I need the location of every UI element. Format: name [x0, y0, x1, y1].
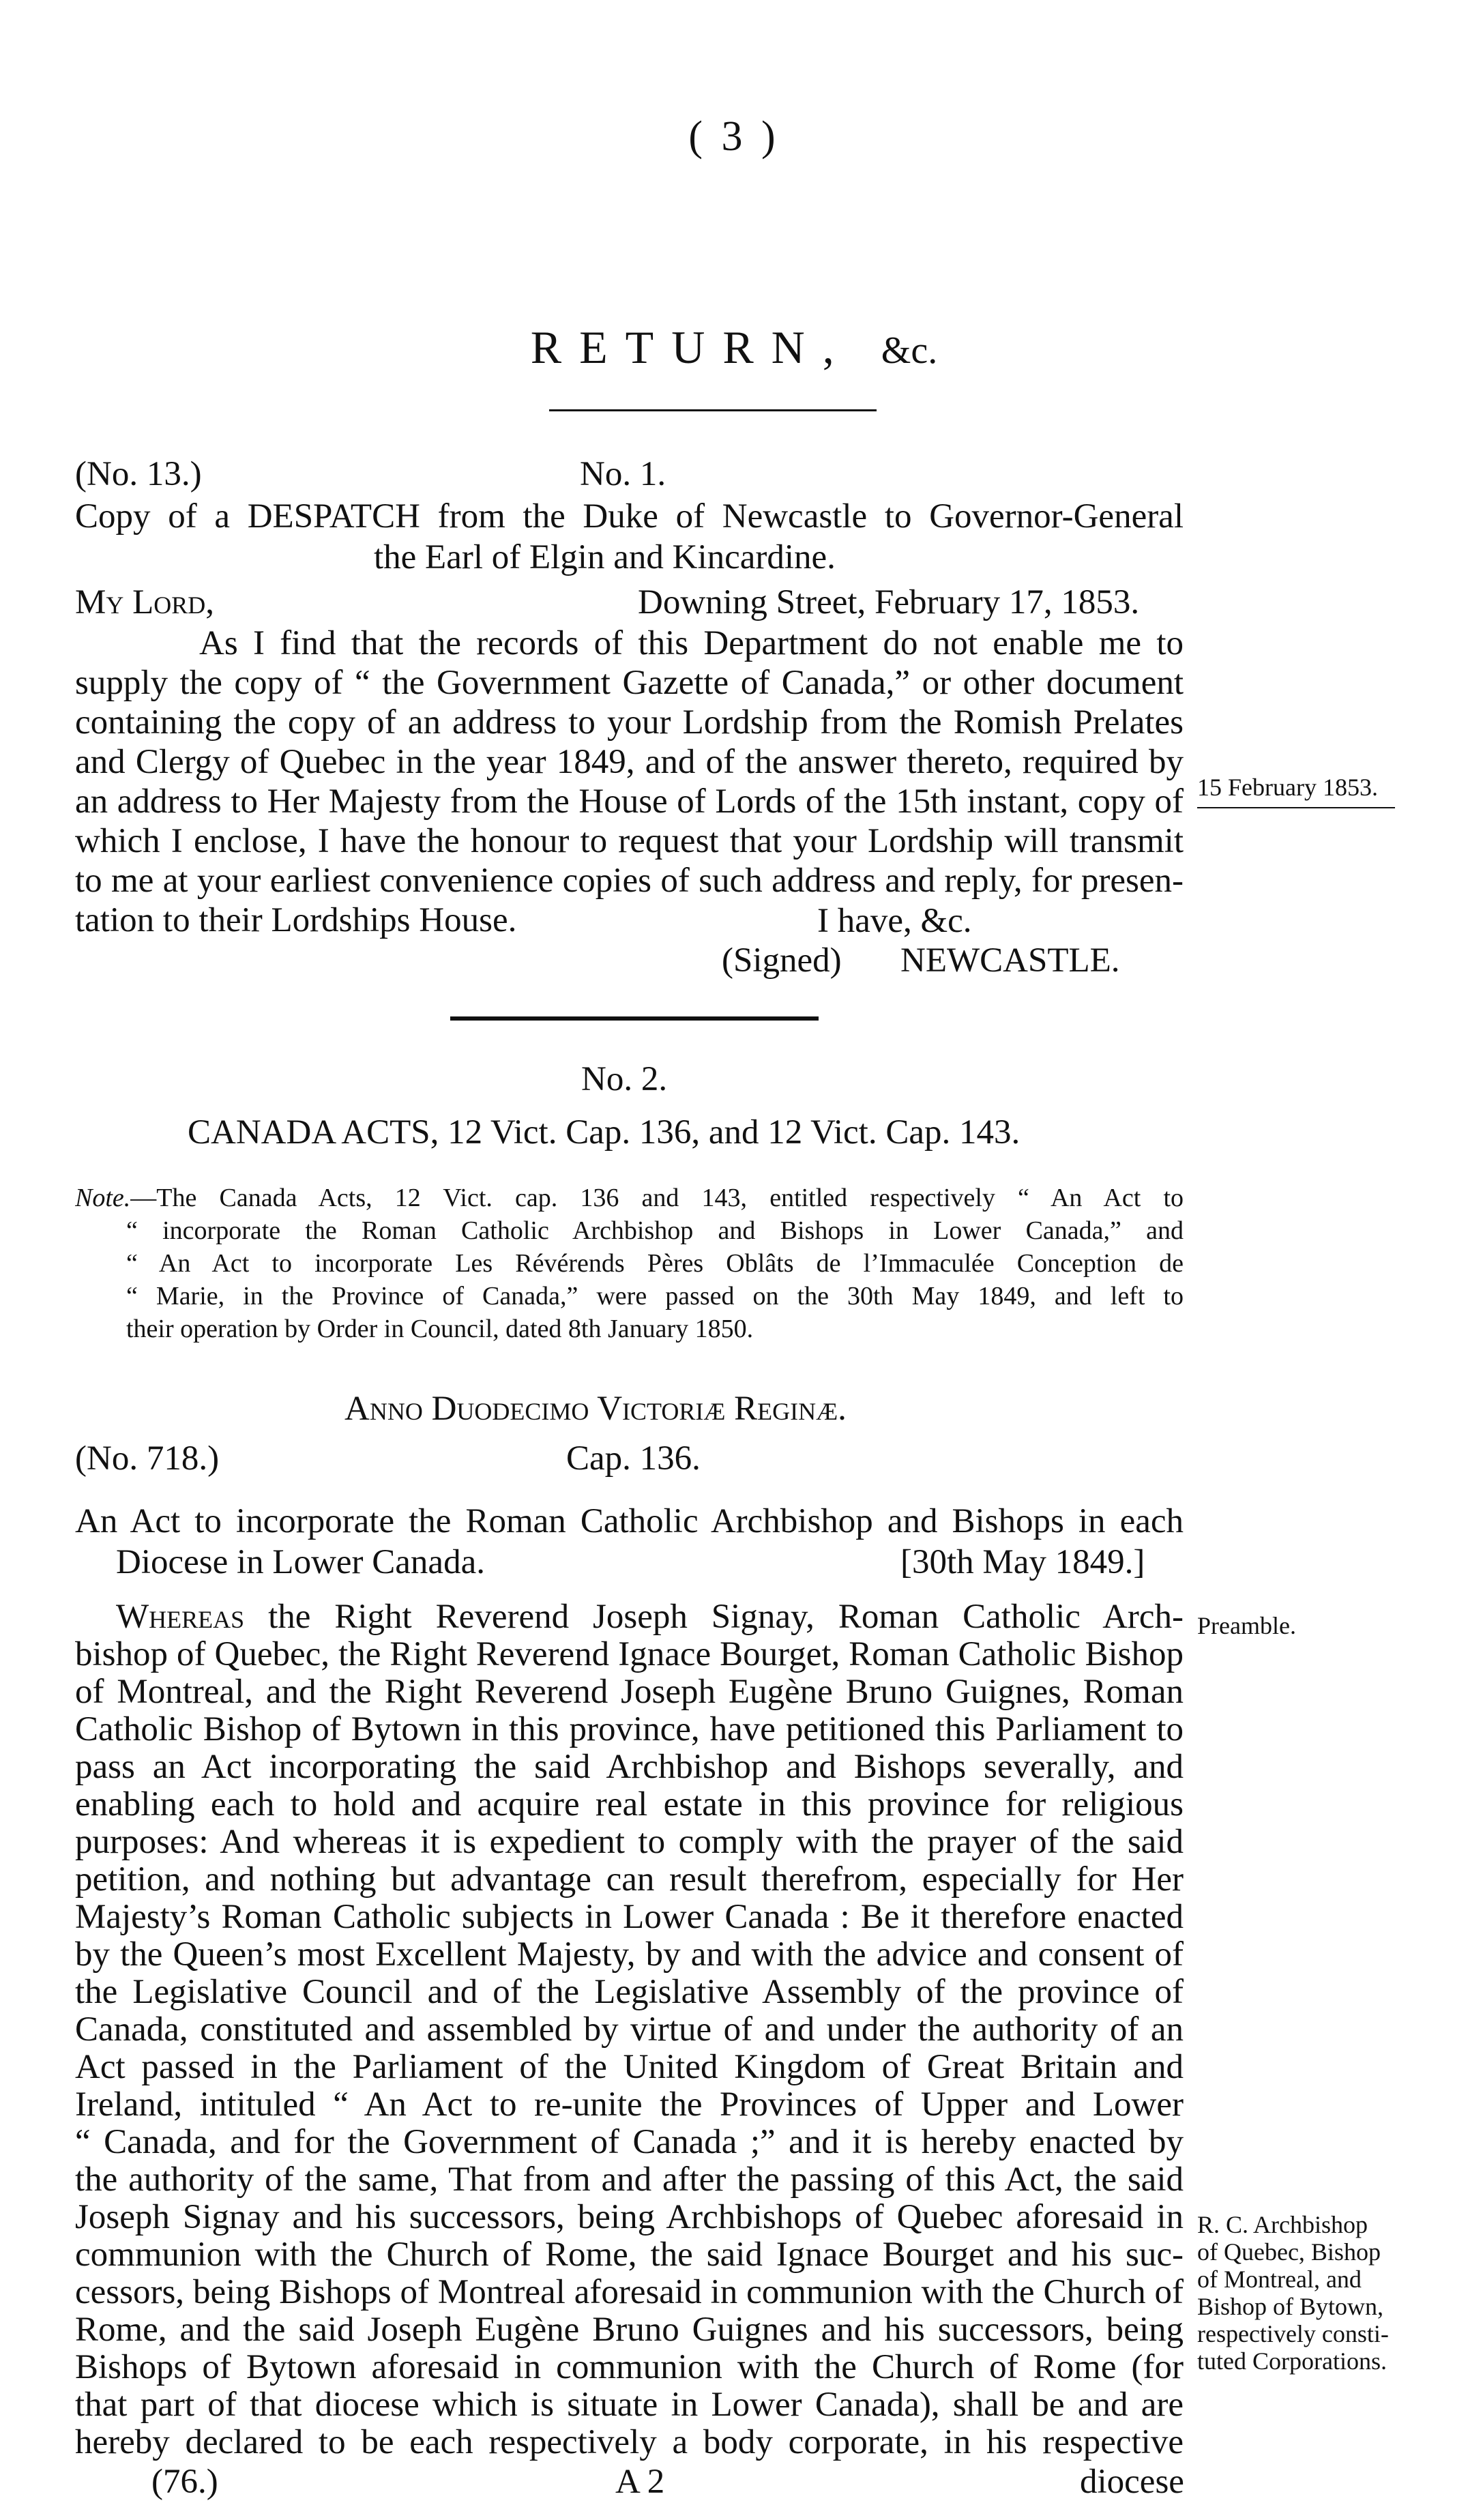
return-title-main: RETURN,: [530, 321, 852, 373]
doc2-heading: CANADA ACTS, 12 Vict. Cap. 136, and 12 Vict. Cap. 143.: [188, 1113, 1021, 1152]
act-body-line: communion with the Church of Rome, the said Ignace Bourget and his suc-: [75, 2236, 1184, 2274]
act-body-line: Majesty’s Roman Catholic subjects in Lower Canada : Be it therefore enacted: [75, 1898, 1184, 1936]
doc1-margin-date: 15 February 1853.: [1197, 774, 1378, 801]
doc2-note-line: “ Marie, in the Province of Canada,” were passed on the 30th May 1849, and left to: [126, 1282, 1184, 1310]
act-title-line2: Diocese in Lower Canada.: [116, 1543, 485, 1581]
act-left-number: (No. 718.): [75, 1439, 220, 1478]
act-body-line: pass an Act incorporating the said Archbishop and Bishops severally, and: [75, 1748, 1184, 1786]
catchword: diocese: [1080, 2463, 1184, 2501]
act-first-word: Whereas: [116, 1598, 245, 1636]
margin-preamble: Preamble.: [1197, 1612, 1296, 1639]
margin-date-rule: [1197, 807, 1395, 808]
doc1-body-line: containing the copy of an address to your Lordship from the Romish Prelates: [75, 703, 1184, 742]
doc2-note-line: “ incorporate the Roman Catholic Archbishop and Bishops in Lower Canada,” and: [126, 1216, 1184, 1245]
act-body-line: Ireland, intituled “ An Act to re-unite the Provinces of Upper and Lower: [75, 2085, 1184, 2124]
doc2-note-line: their operation by Order in Council, dated 8th January 1850.: [126, 1315, 754, 1343]
return-title: [0, 321, 1468, 375]
margin-corporations-line: of Quebec, Bishop: [1197, 2238, 1381, 2266]
doc1-closing: I have, &c.: [817, 902, 972, 940]
doc1-salutation: My Lord,: [75, 583, 215, 621]
act-anno-heading: Anno Duodecimo Victoriæ Reginæ.: [344, 1390, 847, 1428]
act-body-line: petition, and nothing but advantage can result therefrom, especially for Her: [75, 1860, 1184, 1899]
doc1-body-line: to me at your earliest convenience copies of such address and reply, for presen-: [75, 862, 1184, 900]
doc1-number: No. 1.: [580, 455, 666, 493]
margin-corporations-line: R. C. Archbishop: [1197, 2211, 1368, 2238]
doc2-note-line: “ An Act to incorporate Les Révérends Pères Oblâts de l’Immaculée Conception de: [126, 1249, 1184, 1278]
footer-number: (76.): [151, 2463, 218, 2501]
act-body-line: by the Queen’s most Excellent Majesty, by and with the advice and consent of: [75, 1935, 1184, 1974]
act-body-line: “ Canada, and for the Government of Canada ;” and it is hereby enacted by: [75, 2123, 1184, 2161]
doc1-body-line: and Clergy of Quebec in the year 1849, and of the answer thereto, required by: [75, 743, 1184, 781]
page-number: ( 3 ): [688, 113, 780, 160]
margin-corporations-line: of Montreal, and: [1197, 2266, 1362, 2293]
margin-corporations-line: respectively consti-: [1197, 2320, 1389, 2347]
doc1-left-number: (No. 13.): [75, 455, 202, 493]
return-title-suffix: &c.: [881, 329, 938, 372]
act-date: [30th May 1849.]: [900, 1543, 1145, 1581]
title-rule: [549, 409, 877, 411]
act-cap: Cap. 136.: [566, 1439, 701, 1478]
doc2-number: No. 2.: [581, 1060, 668, 1098]
doc1-body-line: As I find that the records of this Department do not enable me to: [199, 624, 1184, 662]
act-title-line1: An Act to incorporate the Roman Catholic Archbishop and Bishops in each: [75, 1502, 1184, 1540]
doc1-body-line: tation to their Lordships House.: [75, 901, 517, 939]
act-body-line: Bishops of Bytown aforesaid in communion with the Church of Rome (for: [75, 2348, 1184, 2386]
act-body-line: that part of that diocese which is situate in Lower Canada), shall be and are: [75, 2386, 1184, 2424]
section-divider: [450, 1016, 819, 1021]
act-body-line: of Montreal, and the Right Reverend Joseph Eugène Bruno Guignes, Roman: [75, 1673, 1184, 1711]
act-body-line: the Legislative Council and of the Legislative Assembly of the province of: [75, 1973, 1184, 2011]
signature-mark: A 2: [615, 2463, 665, 2501]
doc1-body-line: which I enclose, I have the honour to request that your Lordship will transmit: [75, 822, 1184, 860]
margin-corporations-line: tuted Corporations.: [1197, 2347, 1387, 2375]
act-body-line: Rome, and the said Joseph Eugène Bruno Guignes and his successors, being: [75, 2311, 1184, 2349]
act-body-line: Act passed in the Parliament of the United Kingdom of Great Britain and: [75, 2048, 1184, 2086]
act-body-line: hereby declared to be each respectively a body corporate, in his respective: [75, 2423, 1184, 2461]
act-body-line: Joseph Signay and his successors, being Archbishops of Quebec aforesaid in: [75, 2198, 1184, 2236]
doc1-body-line: an address to Her Majesty from the House of Lords of the 15th instant, copy of: [75, 782, 1184, 821]
act-body-line: cessors, being Bishops of Montreal aforesaid in communion with the Church of: [75, 2273, 1184, 2311]
doc1-heading-line1: Copy of a DESPATCH from the Duke of Newcastle to Governor-General: [75, 497, 1184, 536]
doc2-note-line: Note.—The Canada Acts, 12 Vict. cap. 136 and 143, entitled respectively “ An Act to: [75, 1184, 1184, 1212]
act-body-line: Whereas the Right Reverend Joseph Signay, Roman Catholic Arch-: [116, 1598, 1184, 1636]
act-body-line: Catholic Bishop of Bytown in this province, have petitioned this Parliament to: [75, 1710, 1184, 1748]
doc1-dateline: Downing Street, February 17, 1853.: [638, 583, 1140, 621]
act-body-line: the authority of the same, That from and after the passing of this Act, the said: [75, 2160, 1184, 2199]
doc1-body-line: supply the copy of “ the Government Gazette of Canada,” or other document: [75, 664, 1184, 702]
doc1-heading-line2: the Earl of Elgin and Kincardine.: [374, 538, 836, 576]
act-body-line: bishop of Quebec, the Right Reverend Ignace Bourget, Roman Catholic Bishop: [75, 1635, 1184, 1673]
margin-corporations-line: Bishop of Bytown,: [1197, 2293, 1384, 2320]
note-label: Note.: [75, 1184, 131, 1212]
act-body-line: purposes: And whereas it is expedient to comply with the prayer of the said: [75, 1823, 1184, 1861]
doc1-signature: NEWCASTLE.: [900, 941, 1120, 980]
act-body-line: Canada, constituted and assembled by virtue of and under the authority of an: [75, 2010, 1184, 2049]
act-body-line: enabling each to hold and acquire real estate in this province for religious: [75, 1785, 1184, 1823]
doc1-signed: (Signed): [722, 941, 842, 980]
